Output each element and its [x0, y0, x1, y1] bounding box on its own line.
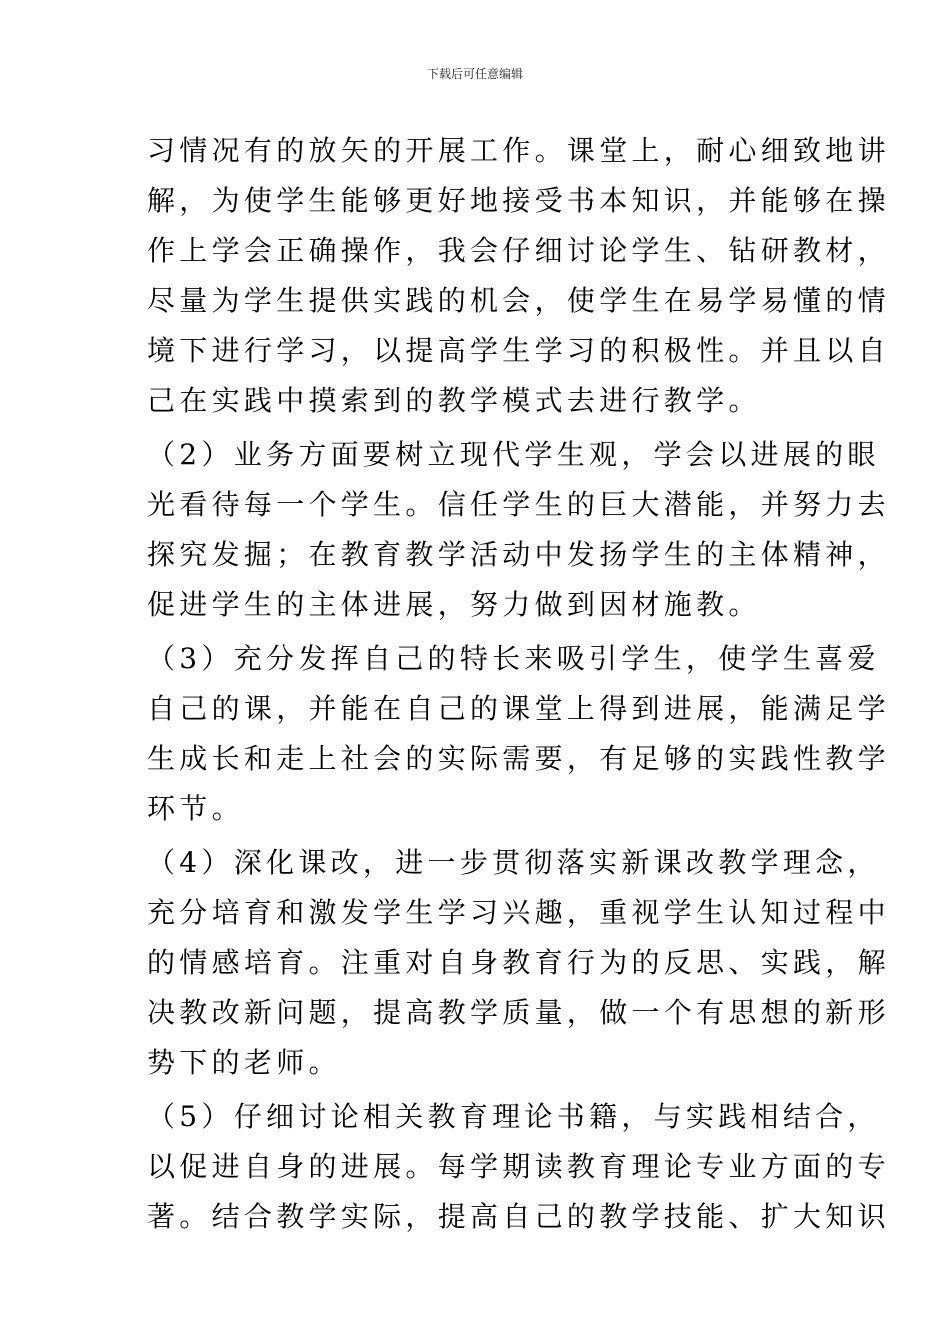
- text-line: 著。结合教学实际，提高自己的教学技能、扩大知识: [147, 1200, 890, 1233]
- text-line: 环节。: [147, 792, 244, 825]
- text-line: 以促进自身的进展。每学期读教育理论专业方面的专: [147, 1150, 890, 1183]
- text-line: 己在实践中摸索到的教学模式去进行教学。: [147, 384, 761, 417]
- page-header: 下载后可任意编辑: [426, 67, 523, 81]
- text-line: 探究发掘；在教育教学活动中发扬学生的主体精神，: [147, 538, 890, 571]
- text-line: 尽量为学生提供实践的机会，使学生在易学易懂的情: [147, 284, 890, 317]
- text-line: 境下进行学习，以提高学生学习的积极性。并且以自: [147, 334, 890, 367]
- paragraph-2-start: （2）业务方面要树立现代学生观，学会以进展的眼: [147, 438, 880, 471]
- text-line: 决教改新问题，提高教学质量，做一个有思想的新形: [147, 996, 890, 1029]
- text-line: 生成长和走上社会的实际需要，有足够的实践性教学: [147, 742, 890, 775]
- text-line: 光看待每一个学生。信任学生的巨大潜能，并努力去: [147, 488, 890, 521]
- text-line: 促进学生的主体进展，努力做到因材施教。: [147, 588, 761, 621]
- paragraph-4-start: （4）深化课改，进一步贯彻落实新课改教学理念，: [147, 846, 880, 879]
- text-line: 的情感培育。注重对自身教育行为的反思、实践，解: [147, 946, 890, 979]
- text-line: 自己的课，并能在自己的课堂上得到进展，能满足学: [147, 692, 890, 725]
- paragraph-5-start: （5）仔细讨论相关教育理论书籍，与实践相结合，: [147, 1100, 880, 1133]
- text-line: 势下的老师。: [147, 1046, 341, 1079]
- text-line: 作上学会正确操作，我会仔细讨论学生、钻研教材，: [147, 234, 890, 267]
- text-line: 解，为使学生能够更好地接受书本知识，并能够在操: [147, 184, 890, 217]
- paragraph-3-start: （3）充分发挥自己的特长来吸引学生，使学生喜爱: [147, 642, 880, 675]
- text-line: 习情况有的放矢的开展工作。课堂上，耐心细致地讲: [147, 134, 890, 167]
- text-line: 充分培育和激发学生学习兴趣，重视学生认知过程中: [147, 896, 890, 929]
- document-body: [147, 126, 890, 1242]
